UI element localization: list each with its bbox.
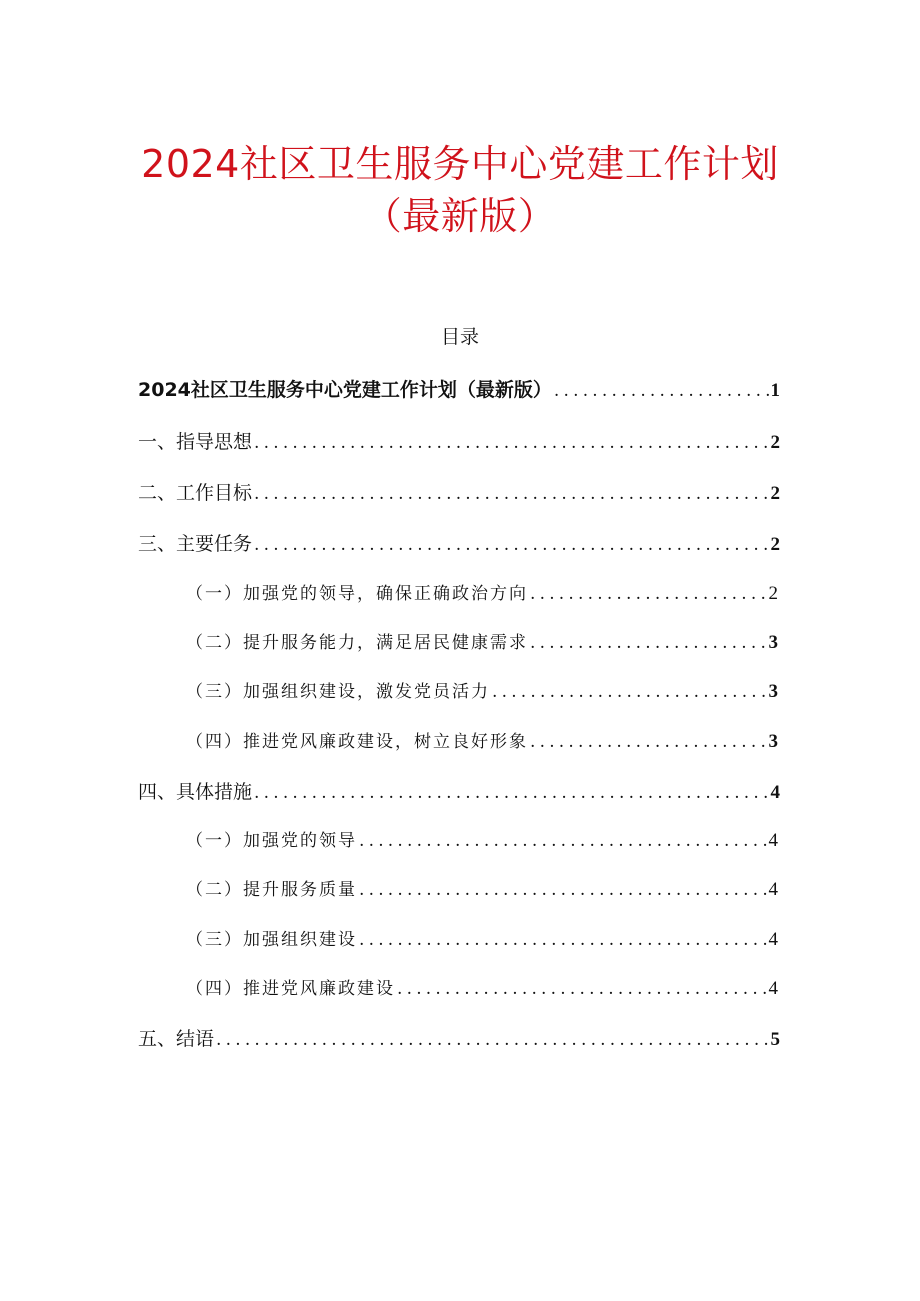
toc-entry[interactable] xyxy=(186,975,780,1003)
toc-entry-label: 2024社区卫生服务中心党建工作计划（最新版） xyxy=(138,379,552,401)
toc-entry[interactable] xyxy=(186,926,780,954)
toc-entry-page: 4 xyxy=(768,879,780,900)
toc-entry-label: （一）加强党的领导 xyxy=(186,831,357,851)
toc-leader-dots xyxy=(528,580,767,608)
toc-leader-dots xyxy=(252,480,768,507)
toc-entry[interactable] xyxy=(138,778,780,806)
toc-entry-label: 三、主要任务 xyxy=(138,533,253,555)
toc-leader-dots xyxy=(395,975,767,1003)
toc-entry[interactable] xyxy=(186,876,780,904)
toc-entry-label: （四）推进党风廉政建设，树立良好形象 xyxy=(186,732,528,752)
toc-entry[interactable] xyxy=(186,629,780,657)
toc-entry-label: （三）加强组织建设 xyxy=(186,930,357,950)
toc-heading: 目录 xyxy=(440,326,479,348)
toc-entry[interactable] xyxy=(186,580,780,608)
document-title-line2: （最新版） xyxy=(363,194,557,238)
toc-entry[interactable] xyxy=(186,678,780,706)
toc-leader-dots xyxy=(252,429,768,456)
toc-entry-label: （二）提升服务质量 xyxy=(186,880,357,900)
toc-leader-dots xyxy=(252,531,768,558)
toc-leader-dots xyxy=(528,728,767,756)
toc-entry-label: （四）推进党风廉政建设 xyxy=(186,979,395,999)
document-title-line1: 2024社区卫生服务中心党建工作计划 xyxy=(141,142,779,186)
toc-entry-page: 2 xyxy=(770,534,780,555)
toc-entry-label: 四、具体措施 xyxy=(138,781,253,803)
toc-entry-page: 4 xyxy=(770,782,780,803)
toc-entry-page: 3 xyxy=(768,681,780,702)
toc-entry[interactable] xyxy=(186,728,780,756)
toc-entry-page: 2 xyxy=(770,432,780,453)
toc-entry[interactable] xyxy=(138,1025,780,1053)
toc-leader-dots xyxy=(552,377,769,404)
toc-entry-page: 4 xyxy=(768,929,780,950)
toc-entry-page: 2 xyxy=(770,483,780,504)
toc-entry-page: 5 xyxy=(770,1029,780,1050)
toc-entry[interactable] xyxy=(138,530,780,558)
toc-entry-page: 3 xyxy=(768,632,780,653)
toc-entry-page: 4 xyxy=(768,830,780,851)
toc-leader-dots xyxy=(357,827,767,855)
toc-leader-dots xyxy=(214,1026,768,1053)
toc-entry[interactable] xyxy=(138,376,780,404)
toc-leader-dots xyxy=(490,678,767,706)
toc-entry-label: （二）提升服务能力，满足居民健康需求 xyxy=(186,633,528,653)
toc-entry-page: 4 xyxy=(768,978,780,999)
toc-entry-label: （一）加强党的领导，确保正确政治方向 xyxy=(186,584,528,604)
toc-entry-label: 一、指导思想 xyxy=(138,431,253,453)
toc-leader-dots xyxy=(357,926,767,954)
toc-entry[interactable] xyxy=(138,479,780,507)
toc-entry-label: 五、结语 xyxy=(138,1028,215,1050)
toc-leader-dots xyxy=(252,779,768,806)
toc-entry-page: 2 xyxy=(768,583,780,604)
toc-entry[interactable] xyxy=(186,827,780,855)
toc-entry-page: 3 xyxy=(768,731,780,752)
toc-entry-page: 1 xyxy=(770,380,780,401)
toc-entry-label: （三）加强组织建设，激发党员活力 xyxy=(186,682,490,702)
toc-leader-dots xyxy=(528,629,767,657)
toc-entry-label: 二、工作目标 xyxy=(138,482,253,504)
toc-entry[interactable] xyxy=(138,428,780,456)
toc-leader-dots xyxy=(357,876,767,904)
